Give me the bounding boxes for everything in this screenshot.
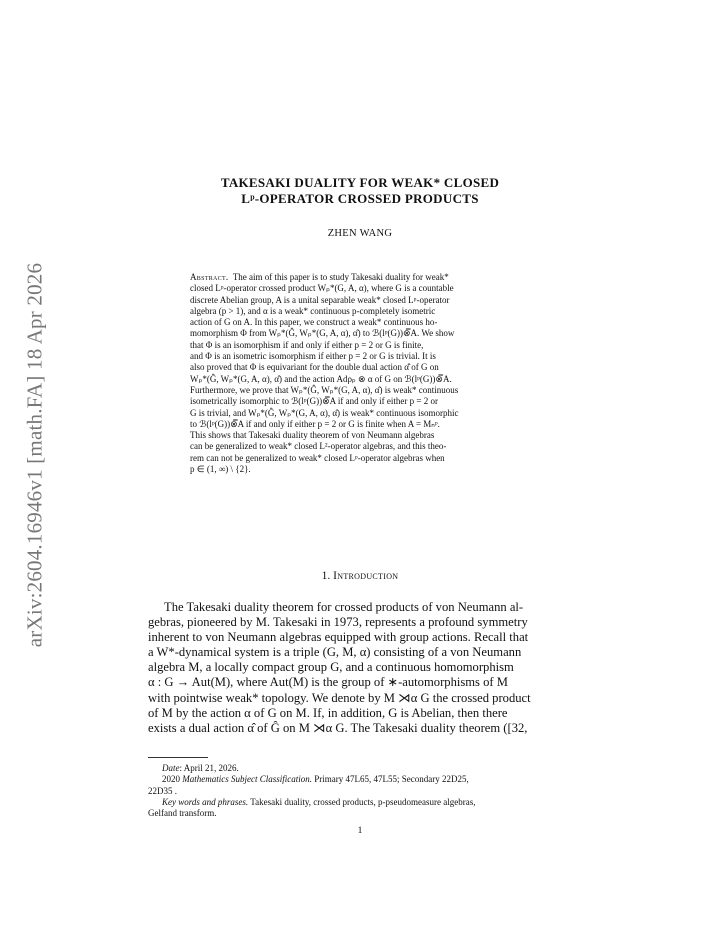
abstract-line: This shows that Takesaki duality theorem of von Neumann algebras bbox=[190, 430, 435, 441]
msc-value: Primary 47L65, 47L55; Secondary 22D25, bbox=[312, 774, 469, 785]
msc-label: Mathematics Subject Classification. bbox=[182, 774, 312, 785]
body-line: exists a dual action α̂ of Ĝ on M ⋊α G. The Takesaki duality theorem ([32, bbox=[148, 720, 528, 735]
abstract-line: Wₚ*(Ĝ, Wₚ*(G, A, α), α̂) and the action Adρₚ ⊗ α of G on ℬ(lᵖ(G))⊗̅A. bbox=[190, 373, 452, 384]
abstract-line: also proved that Φ is equivariant for the double dual action α̂̂ of G on bbox=[190, 362, 439, 373]
intro-paragraph bbox=[148, 600, 572, 736]
abstract-line: closed Lᵖ-operator crossed product Wₚ*(G, A, α), where G is a countable bbox=[190, 283, 454, 294]
section-number: 1. bbox=[321, 570, 331, 582]
title-line-2: Lᵖ-OPERATOR CROSSED PRODUCTS bbox=[241, 191, 479, 206]
abstract-line: and Φ is an isometric isomorphism if either p = 2 or G is trivial. It is bbox=[190, 351, 436, 362]
keywords-value: Takesaki duality, crossed products, p-pseudomeasure algebras, bbox=[248, 796, 476, 807]
body-line: of M by the action α of G on M. If, in addition, G is Abelian, then there bbox=[148, 705, 508, 720]
page-number: 1 bbox=[357, 826, 363, 836]
footnote-date bbox=[148, 763, 572, 774]
msc-year: 2020 bbox=[162, 774, 183, 785]
body-line: algebra M, a locally compact group G, and a continuous homomorphism bbox=[148, 660, 514, 675]
abstract-line: momorphism Φ from Wₚ*(Ĝ, Wₚ*(G, A, α), α̂) to ℬ(lᵖ(G))⊗̅A. We show bbox=[190, 328, 455, 339]
paper-title bbox=[150, 175, 570, 207]
abstract-line: action of G on A. In this paper, we construct a weak* continuous ho- bbox=[190, 317, 438, 328]
arxiv-identifier: arXiv:2604.16946v1 [math.FA] 18 Apr 2026 bbox=[22, 262, 47, 648]
abstract-line: discrete Abelian group, A is a unital separable weak* closed Lᵖ-operator bbox=[190, 294, 450, 305]
footnote-keywords bbox=[148, 797, 572, 808]
abstract-line: p ∈ (1, ∞) \ {2}. bbox=[190, 464, 251, 475]
footnote-msc-continued: 22D35 . bbox=[148, 785, 177, 796]
arxiv-identifier-sidebar bbox=[20, 250, 50, 660]
abstract-line: isometrically isomorphic to ℬ(lᵖ(G))⊗̅A if and only if either p = 2 or bbox=[190, 396, 438, 407]
abstract-line: rem can not be generalized to weak* closed Lᵖ-operator algebras when bbox=[190, 452, 445, 463]
title-line-1: TAKESAKI DUALITY FOR WEAK* CLOSED bbox=[220, 175, 500, 190]
body-line: a W*-dynamical system is a triple (G, M, α) consisting of a von Neumann bbox=[148, 645, 522, 660]
abstract-line: algebra (p > 1), and α is a weak* continuous p-completely isometric bbox=[190, 305, 436, 316]
abstract-line-1 bbox=[190, 272, 530, 283]
body-line: inherent to von Neumann algebras equipped with group actions. Recall that bbox=[148, 630, 529, 645]
author-name: ZHEN WANG bbox=[327, 228, 393, 239]
abstract-line: to ℬ(lᵖ(G))⊗̅A if and only if either p = 2 or G is finite when A = Mₙᵖ. bbox=[190, 418, 440, 429]
footnote-msc bbox=[148, 774, 572, 785]
abstract-label: Abstract. bbox=[190, 272, 229, 282]
footnote-rule bbox=[148, 757, 208, 758]
body-line: with pointwise weak* topology. We denote by M ⋊α G the crossed product bbox=[148, 690, 531, 705]
body-line: The Takesaki duality theorem for crossed products of von Neumann al- bbox=[164, 600, 524, 614]
abstract bbox=[190, 272, 530, 475]
keywords-label: Key words and phrases. bbox=[162, 796, 249, 807]
footnote-keywords-continued: Gelfand transform. bbox=[148, 808, 217, 819]
abstract-line: Furthermore, we prove that Wₚ*(Ĝ, Wₚ*(G, A, α), α̂) is weak* continuous bbox=[190, 384, 459, 395]
body-line: gebras, pioneered by M. Takesaki in 1973, represents a profound symmetry bbox=[148, 615, 528, 630]
date-value: : April 21, 2026. bbox=[179, 763, 239, 773]
abstract-line: can be generalized to weak* closed L²-operator algebras, and this theo- bbox=[190, 441, 447, 452]
section-heading bbox=[150, 570, 570, 582]
body-line: α : G → Aut(M), where Aut(M) is the group of ∗-automorphisms of M bbox=[148, 675, 508, 690]
date-label: Date bbox=[162, 763, 180, 773]
abstract-text: The aim of this paper is to study Takesaki duality for weak* bbox=[232, 272, 449, 282]
section-title: Introduction bbox=[333, 570, 399, 582]
abstract-line: that Φ is an isomorphism if and only if either p = 2 or G is finite, bbox=[190, 339, 424, 350]
abstract-line: G is trivial, and Wₚ*(Ĝ, Wₚ*(G, A, α), α̂) is weak* continuous isomorphic bbox=[190, 407, 459, 418]
footnotes bbox=[148, 763, 572, 819]
